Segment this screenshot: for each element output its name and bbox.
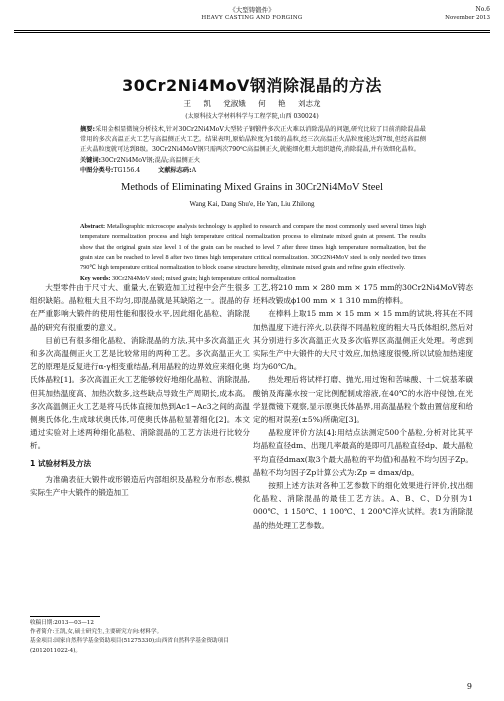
keywords-zh-label: 关键词: <box>80 157 102 164</box>
keywords-zh <box>80 156 426 166</box>
clc-value: TG156.4 <box>113 167 141 174</box>
abstract-zh <box>80 125 426 156</box>
keywords-en-text: 30Cr2Ni4MoV steel; mixed grain; high temperature critical normalization <box>111 275 296 283</box>
body-paragraph: 按照上述方法对各种工艺参数下的细化效果进行评价,找出细化晶粒、消除混晶的最佳工艺方法。A、B、C、D分别为1 000℃、1 150℃、1 100℃、1 200℃淬火试样。表1为消除混晶的热处理工艺参数。 <box>253 481 473 530</box>
doc-code-value: A <box>191 167 197 174</box>
header-rule-thin <box>14 32 490 33</box>
footnote <box>30 619 245 656</box>
footnote-rule <box>30 616 100 617</box>
section-heading: 1 试验材料及方法 <box>30 458 92 468</box>
received-date: 收稿日期:2013—03—12 <box>30 620 94 626</box>
clc-label: 中图分类号: <box>80 167 114 174</box>
abstract-zh-label: 摘要: <box>80 126 95 133</box>
authors-zh: 王 凯 党淑娥 何 艳 刘志龙 <box>183 99 321 108</box>
body-column-right <box>253 281 473 532</box>
body-column-left <box>30 281 250 499</box>
page-number: 9 <box>466 682 472 691</box>
body-paragraph: 晶粒度评价方法[4]:用结点法测定500个晶粒,分析对比其平均晶粒直径dm、出现几率最高的是即可几晶粒直径dp、最大晶粒平均直径dmax(取3个最大晶粒的平均值)和晶粒不均匀因子Zp。晶粒不均匀因子Zp计算公式为:Zp = dmax/dp。 <box>253 428 473 477</box>
body-paragraph: 在棒料上取15 mm × 15 mm × 15 mm的试块,将其在不同加热温度下进行淬火,以获得不同晶粒度的粗大马氏体组织,然后对其分别进行多次高温正火及多次临界区高温侧正火处理。考虑到实际生产中大锻件的大尺寸效应,加热速度很慢,所以试验加热速度均为60℃/h。 <box>253 309 473 372</box>
article-title-zh: 30Cr2Ni4MoV钢消除混晶的方法 <box>122 76 382 95</box>
issue-number: No.6 <box>475 6 490 13</box>
authors-en: Wang Kai, Dang Shu'e, He Yan, Liu Zhilong <box>189 200 315 208</box>
body-paragraph: 热处理后将试样打磨、抛光,用过饱和苦味酸、十二烷基苯磺酸钠及海藻水按一定比例配制成溶液,在40℃的水浴中侵蚀,在光学显微镜下观察,显示原奥氏体晶界,用高温晶粒个数由置信度和给定的相对误差(±5%)所确定[3]。 <box>253 375 473 425</box>
abstract-en <box>80 222 426 285</box>
funding-info: 基金项目:国家自然科学基金资助项目(51275330);山西省自然科学基金资助项目(2012011022-4)。 <box>30 638 229 654</box>
journal-title-zh: 《大型铸锻件》 <box>229 6 275 14</box>
journal-title-en: HEAVY CASTING AND FORGING <box>201 15 303 21</box>
running-header <box>14 6 490 28</box>
header-rule <box>14 30 490 31</box>
keywords-zh-text: 30Cr2Ni4MoV钢;混晶;高温侧正火 <box>101 157 201 164</box>
body-paragraph: 大型零件由于尺寸大、重量大,在锻造加工过程中会产生很多组织缺陷。晶粒粗大且不均匀,即混晶就是其缺陷之一。混晶的存在严重影响大锻件的使用性能和服役水平,因此细化晶粒、消除混晶的研究有很重要的意义。 <box>30 283 250 332</box>
classification-zh <box>80 166 426 176</box>
keywords-en-label: Key words: <box>80 275 111 283</box>
doc-code-label: 文献标志码: <box>158 167 192 174</box>
body-paragraph: 目前已有很多细化晶粒、消除混晶的方法,其中多次高温正火和多次高温侧正火工艺是比较常用的两种工艺。多次高温正火工艺的原理是反复进行α-γ相变重结晶,利用晶粒的边界效应来细化奥氏体晶粒[1]。多次高温正火工艺能够较好地细化晶粒、消除混晶,但其加热温度高、加热次数多,这些缺点导致生产周期长,成本高。多次高温侧正火工艺是将马氏体直接加热到Ac1~Ac3之间的高温侧奥氏体化,生成球状奥氏体,可使奥氏体晶粒显著细化[2]。本文通过实验对上述两种细化晶粒、消除混晶的工艺方法进行比较分析。 <box>30 335 250 451</box>
author-bio: 作者简介:王凯,女,硕士研究生,主要研究方向:材料学。 <box>30 629 163 636</box>
body-paragraph: 工艺,将210 mm × 280 mm × 175 mm的30Cr2Ni4MoV铸态坯料改锻成ϕ100 mm × 1 310 mm的棒料。 <box>253 283 473 306</box>
body-paragraph: 为准确表征大锻件或形锻造后内部组织及晶粒分布形态,模拟实际生产中大锻件的锻造加工 <box>30 474 250 498</box>
abstract-zh-text: 采用金相显微镜分析技术,针对30Cr2Ni4MoV大型转子钢锻件多次正火难以消除混晶的问题,研究比较了目前消除混晶最常用的多次高温正火工艺与高温侧正火工艺。结果表明,原始晶粒度为1级的晶粒,经三次高温正火晶粒度能达到7级,但经高温侧正火晶粒度就可达到8级。30Cr2Ni4MoV钢只需两次790℃高温侧正火,就能细化粗大组织遗传,消除混晶,并有效细化晶粒。 <box>80 126 426 154</box>
affiliation-zh: (太原科技大学材料科学与工程学院,山西 030024) <box>185 113 319 120</box>
article-title-en: Methods of Eliminating Mixed Grains in 30Cr2Ni4MoV Steel <box>121 182 383 193</box>
abstract-en-label: Abstract: <box>80 223 106 230</box>
issue-date: November 2013 <box>445 15 490 21</box>
abstract-en-text: Metallographic microscope analysis technology is applied to research and compare the most commonly used several times high temperature normalization process and high temperature critical normalization process to eliminate mixed grain at present. The results show that the original grain size level 1 of the grain can be reached to level 7 after three times high temperature normalization, but the grain size can be reached to level 8 after two times high temperature critical normalization. 30Cr2Ni4MoV steel is only needed two times 790℃ high temperature critical normalization to block coarse structure heredity, eliminate mixed grain and refine grain effectively. <box>80 223 426 272</box>
